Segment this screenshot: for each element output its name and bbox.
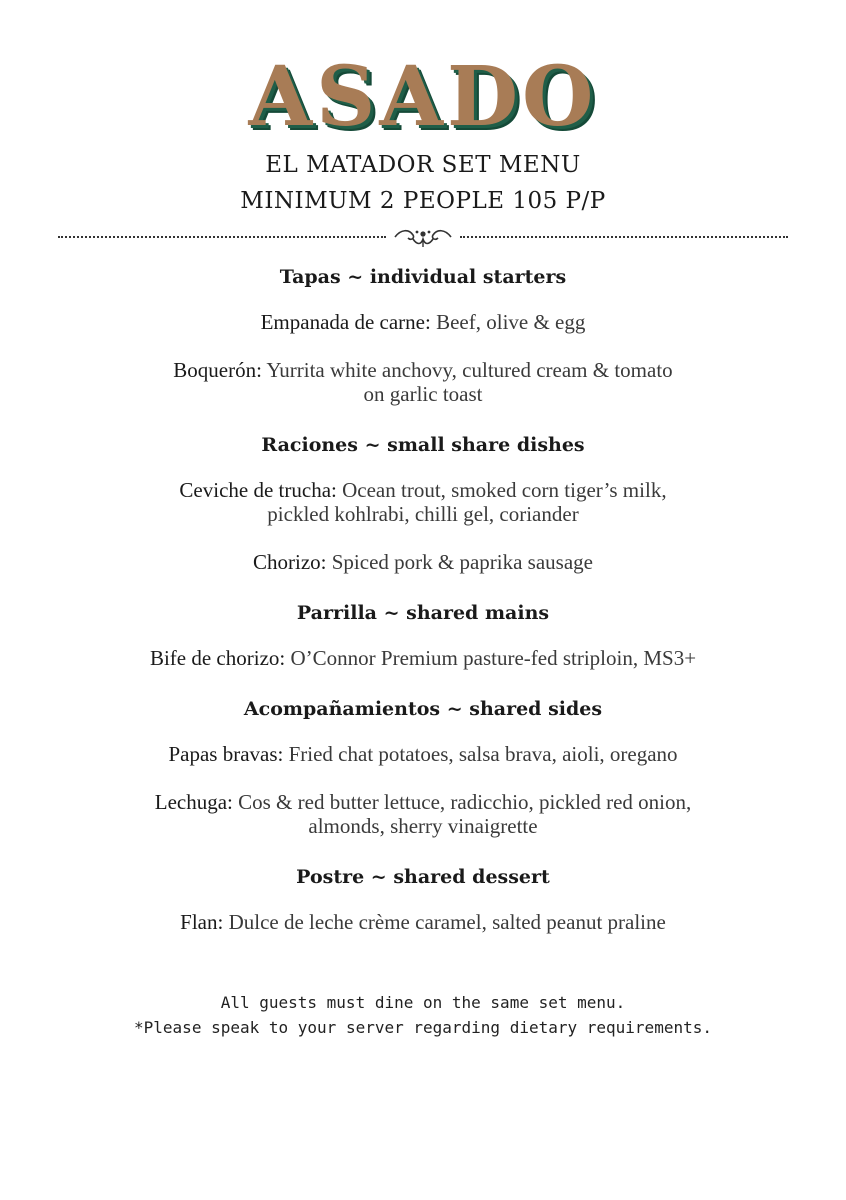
menu-item [0,910,846,934]
dish-description: Cos & red butter lettuce, radicchio, pickled red onion, [232,790,692,814]
section-heading: Postre ~ shared dessert [296,866,550,888]
dish-description: Yurrita white anchovy, cultured cream & tomato [261,358,673,382]
dish-name: Boquerón: [173,358,262,382]
dish-description-continued: on garlic toast [363,382,483,406]
dish-description: Fried chat potatoes, salsa brava, aioli, oregano [283,742,678,766]
dish-name: Ceviche de trucha: [179,478,337,502]
menu-body [0,262,846,958]
footer-line-dietary: *Please speak to your server regarding dietary requirements. [134,1018,712,1037]
dish-description: O’Connor Premium pasture-fed striploin, MS3+ [285,646,697,670]
menu-item [0,358,846,406]
dish-description-continued: pickled kohlrabi, chilli gel, coriander [267,502,579,526]
dish-name: Flan: [180,910,224,934]
dish-name: Lechuga: [154,790,233,814]
restaurant-logo: ASADO [248,49,598,145]
dish-description: Beef, olive & egg [430,310,586,334]
menu-item [0,790,846,838]
menu-price-note: MINIMUM 2 PEOPLE 105 P/P [240,188,606,214]
dish-description: Ocean trout, smoked corn tiger’s milk, [336,478,667,502]
footer-note [0,990,846,1040]
dish-description: Dulce de leche crème caramel, salted peanut praline [223,910,666,934]
dotted-rule-left [58,236,386,238]
section-heading: Tapas ~ individual starters [279,266,567,288]
dish-name: Chorizo: [252,550,327,574]
section-divider [58,226,788,248]
flourish-ornament-icon [391,226,455,248]
dish-name: Empanada de carne: [260,310,431,334]
section-heading: Raciones ~ small share dishes [261,434,585,456]
menu-item [0,310,846,334]
menu-item [0,646,846,670]
section-heading: Parrilla ~ shared mains [296,602,550,624]
dish-description-continued: almonds, sherry vinaigrette [308,814,538,838]
dish-description: Spiced pork & paprika sausage [326,550,593,574]
menu-item [0,478,846,526]
menu-item [0,550,846,574]
dish-name: Bife de chorizo: [149,646,286,670]
dish-name: Papas bravas: [168,742,284,766]
dotted-rule-right [460,236,788,238]
menu-item [0,742,846,766]
footer-line-same-menu: All guests must dine on the same set menu. [220,993,626,1012]
section-heading: Acompañamientos ~ shared sides [243,698,603,720]
menu-title: EL MATADOR SET MENU [265,152,581,178]
